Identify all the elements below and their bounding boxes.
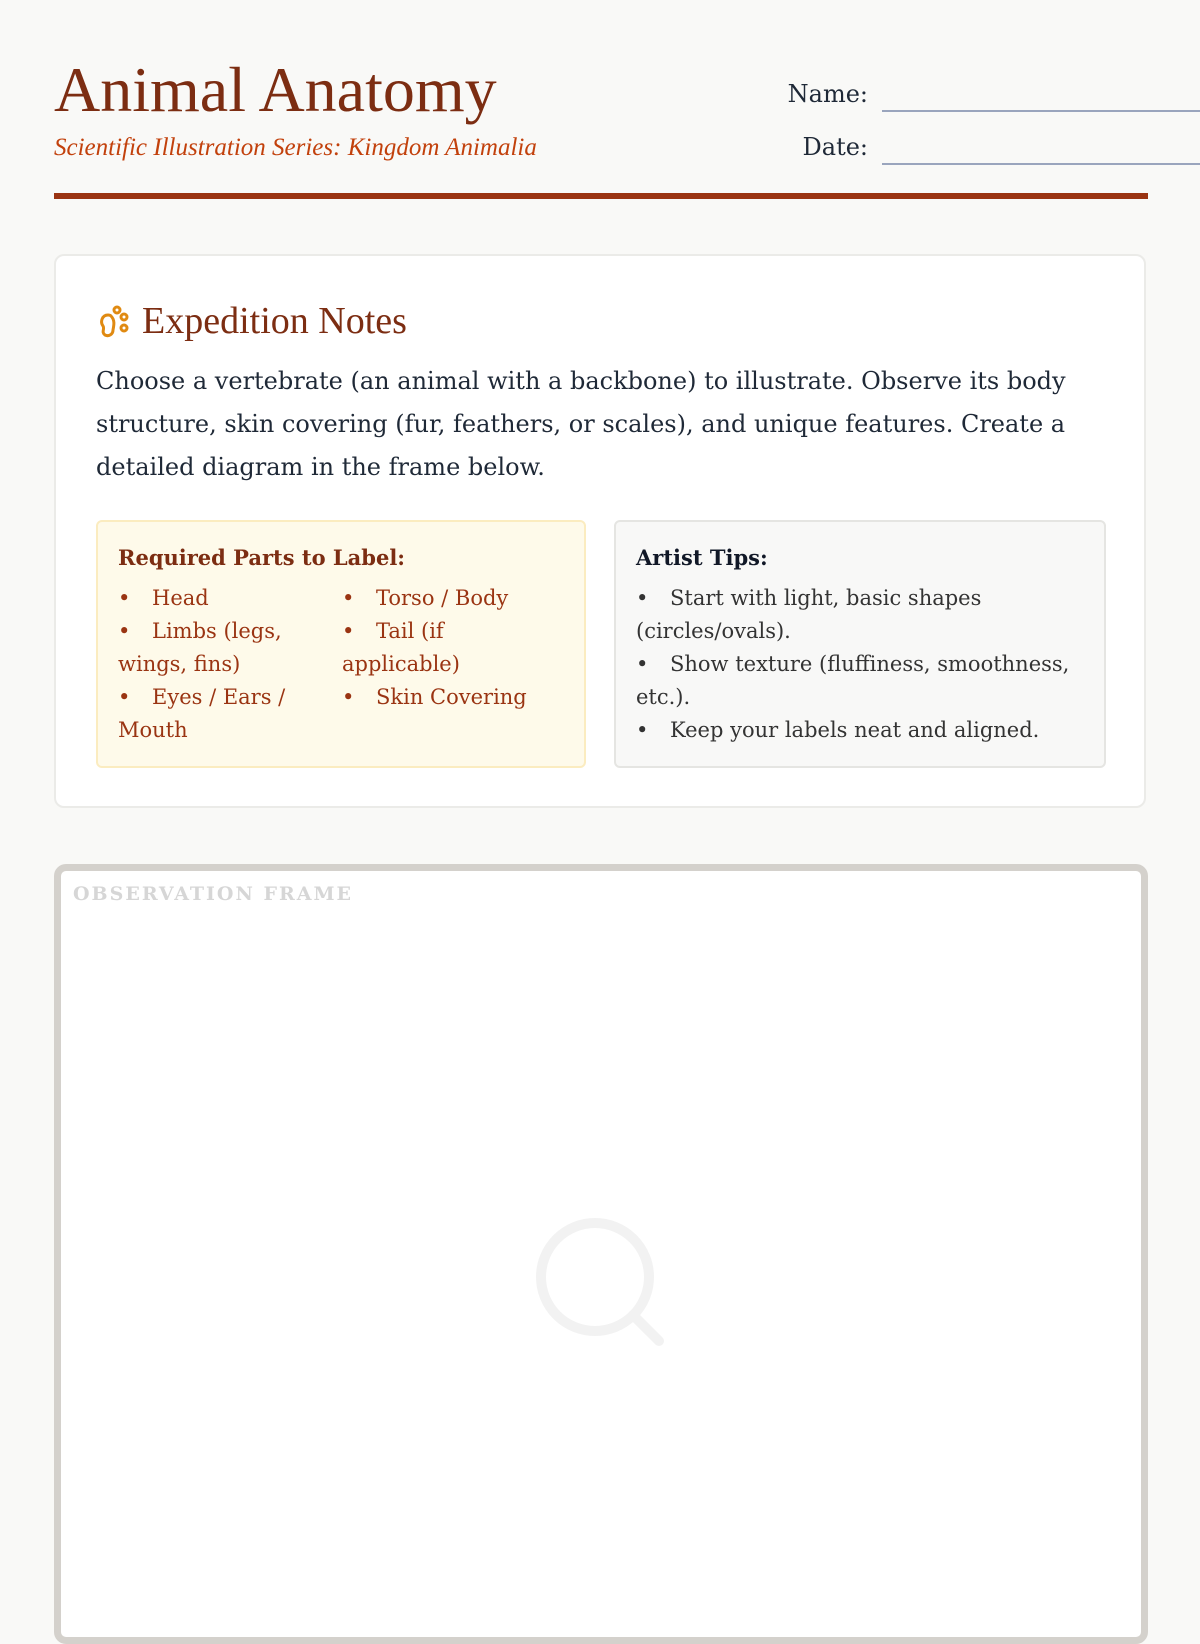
list-item: • Keep your labels neat and aligned. — [636, 714, 1092, 747]
bullet-icon: • — [342, 685, 355, 709]
bullet-icon: • — [118, 619, 131, 643]
date-field[interactable] — [704, 127, 1200, 167]
observation-frame[interactable] — [54, 864, 1148, 1644]
instructions-text: Choose a vertebrate (an animal with a backbone) to illustrate. Observe its body structure, skin covering (fur, feathers, or scales), and unique features. Create a detailed diagram in the frame below. — [96, 367, 1066, 481]
required-parts-heading: Required Parts to Label: — [118, 545, 406, 570]
bullet-icon: • — [118, 685, 131, 709]
expedition-notes-card — [54, 254, 1146, 808]
page-subtitle: Scientific Illustration Series: Kingdom Animalia — [54, 134, 537, 161]
list-item: • Skin Covering — [342, 681, 554, 714]
date-label: Date: — [802, 133, 868, 161]
frame-label: OBSERVATION FRAME — [73, 883, 353, 905]
list-item: • Torso / Body — [342, 582, 554, 615]
artist-tips-list — [636, 582, 1092, 747]
section-title: Expedition Notes — [142, 300, 407, 342]
bullet-icon: • — [118, 586, 131, 610]
bullet-icon: • — [342, 619, 355, 643]
name-field[interactable] — [704, 74, 1200, 114]
list-item: • Head — [118, 582, 330, 615]
required-parts-box — [96, 520, 586, 768]
artist-tips-box — [614, 520, 1106, 768]
list-item: • Tail (if applicable) — [342, 615, 554, 681]
list-item: • Limbs (legs, wings, fins) — [118, 615, 330, 681]
worksheet-header — [54, 52, 1148, 200]
list-item: • Show texture (fluffiness, smoothness, etc.). — [636, 648, 1092, 714]
bullet-icon: • — [636, 652, 649, 676]
name-line[interactable] — [882, 110, 1200, 112]
bullet-icon: • — [342, 586, 355, 610]
magnifier-icon — [531, 1213, 671, 1353]
header-divider — [54, 193, 1148, 199]
date-line[interactable] — [882, 163, 1200, 165]
list-item: • Start with light, basic shapes (circles/ovals). — [636, 582, 1092, 648]
name-label: Name: — [787, 80, 868, 108]
bullet-icon: • — [636, 718, 649, 742]
required-parts-list-left — [118, 582, 330, 747]
page-title: Animal Anatomy — [54, 54, 497, 125]
paw-icon — [96, 304, 130, 338]
required-parts-list-right — [342, 582, 554, 714]
bullet-icon: • — [636, 586, 649, 610]
list-item: • Eyes / Ears / Mouth — [118, 681, 330, 747]
artist-tips-heading: Artist Tips: — [636, 545, 768, 570]
